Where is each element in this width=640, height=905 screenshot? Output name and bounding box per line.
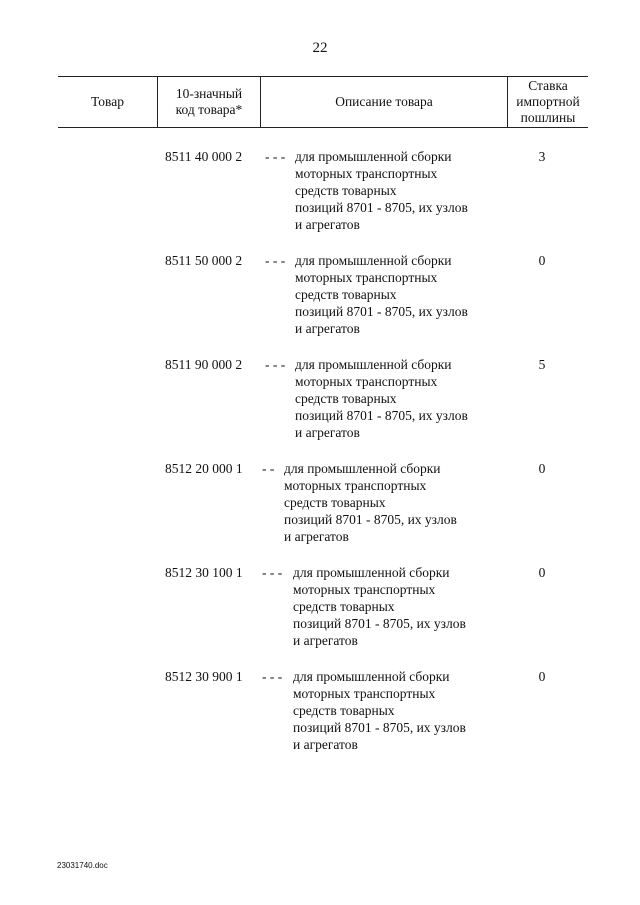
desc-line: позиций 8701 - 8705, их узлов	[293, 616, 466, 631]
row-rate: 0	[538, 253, 546, 268]
desc-line: средств товарных	[295, 391, 397, 406]
desc-line: средств товарных	[295, 287, 397, 302]
row-description	[295, 356, 535, 441]
header-goods-label: Товар	[91, 94, 124, 109]
desc-line: моторных транспортных	[293, 582, 436, 597]
row-code: 8511 50 000 2	[165, 253, 243, 268]
header-description-label: Описание товара	[335, 94, 433, 109]
header-code	[158, 77, 261, 127]
desc-line: средств товарных	[293, 599, 395, 614]
header-code-line1: 10-значный	[175, 86, 243, 101]
desc-line: моторных транспортных	[295, 270, 438, 285]
row-description	[295, 148, 535, 233]
row-code: 8512 30 900 1	[165, 669, 243, 684]
header-rate	[508, 77, 588, 127]
desc-line: моторных транспортных	[295, 374, 438, 389]
row-dashes: - - -	[262, 565, 283, 580]
header-rate-line1: Ставка	[528, 78, 568, 93]
row-code: 8511 40 000 2	[165, 149, 243, 164]
desc-line: и агрегатов	[295, 425, 360, 440]
row-code: 8511 90 000 2	[165, 357, 243, 372]
footer-filename: 23031740.doc	[57, 861, 108, 870]
desc-line: для промышленной сборки	[295, 253, 452, 268]
desc-line: позиций 8701 - 8705, их узлов	[295, 408, 468, 423]
desc-line: для промышленной сборки	[293, 669, 450, 684]
desc-line: моторных транспортных	[284, 478, 427, 493]
desc-line: позиций 8701 - 8705, их узлов	[295, 200, 468, 215]
header-rate-line2: импортной	[516, 94, 580, 109]
row-rate: 5	[538, 357, 546, 372]
row-description	[284, 460, 524, 545]
row-dashes: - - -	[265, 149, 286, 164]
desc-line: средств товарных	[295, 183, 397, 198]
row-code: 8512 20 000 1	[165, 461, 243, 476]
desc-line: моторных транспортных	[293, 686, 436, 701]
desc-line: позиций 8701 - 8705, их узлов	[284, 512, 457, 527]
page-number: 22	[312, 40, 328, 56]
row-rate: 0	[538, 669, 546, 684]
row-rate: 0	[538, 461, 546, 476]
desc-line: позиций 8701 - 8705, их узлов	[295, 304, 468, 319]
desc-line: моторных транспортных	[295, 166, 438, 181]
desc-line: и агрегатов	[295, 217, 360, 232]
desc-line: средств товарных	[284, 495, 386, 510]
row-dashes: - - -	[265, 357, 286, 372]
header-goods	[58, 77, 158, 127]
row-rate: 0	[538, 565, 546, 580]
row-rate: 3	[538, 149, 546, 164]
header-description	[261, 77, 508, 127]
header-rate-line3: пошлины	[520, 110, 576, 125]
row-description	[295, 252, 535, 337]
desc-line: средств товарных	[293, 703, 395, 718]
row-description	[293, 564, 533, 649]
row-dashes: - - -	[265, 253, 286, 268]
desc-line: для промышленной сборки	[295, 149, 452, 164]
desc-line: и агрегатов	[293, 737, 358, 752]
row-dashes: - -	[262, 461, 275, 476]
row-description	[293, 668, 533, 753]
row-code: 8512 30 100 1	[165, 565, 243, 580]
desc-line: и агрегатов	[293, 633, 358, 648]
desc-line: и агрегатов	[295, 321, 360, 336]
desc-line: и агрегатов	[284, 529, 349, 544]
desc-line: для промышленной сборки	[284, 461, 441, 476]
row-dashes: - - -	[262, 669, 283, 684]
desc-line: позиций 8701 - 8705, их узлов	[293, 720, 466, 735]
desc-line: для промышленной сборки	[293, 565, 450, 580]
header-code-line2: код товара*	[175, 102, 243, 117]
desc-line: для промышленной сборки	[295, 357, 452, 372]
table-header	[58, 76, 588, 128]
